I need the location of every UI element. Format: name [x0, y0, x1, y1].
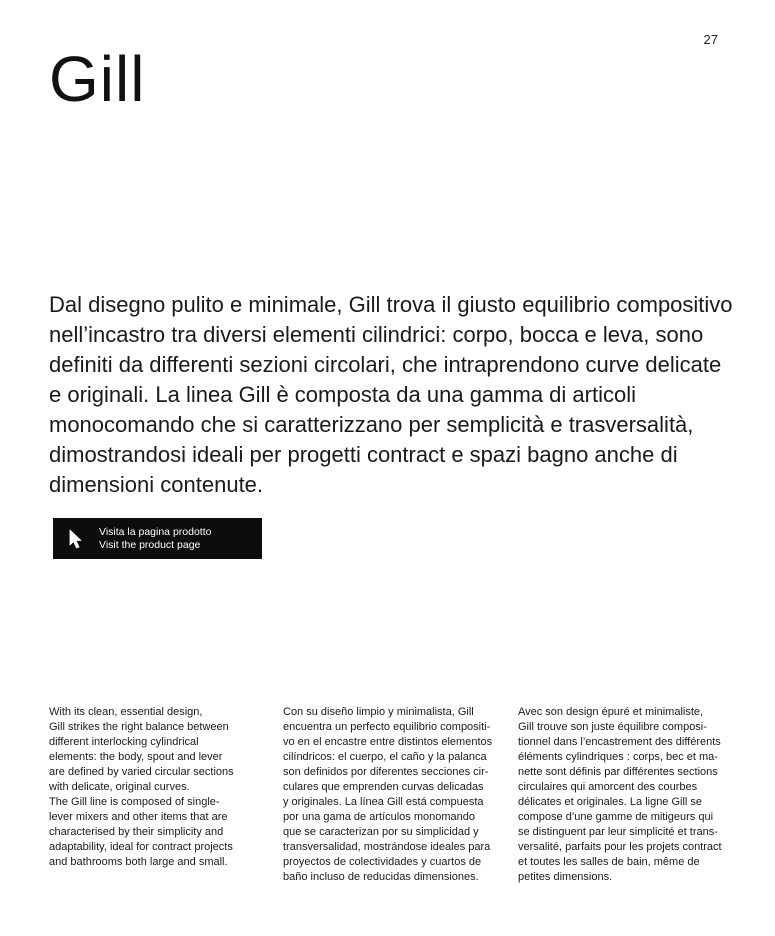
visit-product-page-button[interactable] — [53, 518, 262, 559]
column-english: With its clean, essential design, Gill strikes the right balance between different interlocking cylindrical elements: the body, spout and lever are defined by varied circular sections with delicate, original curves. The Gill line is composed of single- lever mixers and other items that are characterised by their simplicity and adaptability, ideal for contract projects and bathrooms both large and small. — [49, 706, 234, 868]
column-spanish: Con su diseño limpio y minimalista, Gill encuentra un perfecto equilibrio compositi- vo en el encastre entre distintos elementos cilíndricos: el cuerpo, el caño y la palanca son definidos por diferentes secciones cir- culares que emprenden curvas delicadas y originales. La línea Gill está compuesta por una gama de artículos monomando que se caracterizan por su simplicidad y transversalidad, mostrándose ideales para proyectos de colectividades y cuartos de baño incluso de reducidas dimensiones. — [283, 706, 493, 883]
translation-columns — [49, 705, 739, 885]
column-french: Avec son design épuré et minimaliste, Gill trouve son juste équilibre composi- tionnel dans l’encastrement des différents éléments cylindriques : corps, bec et ma- nette sont définis par différentes sections circulaires qui amorcent des courbes délicates et originales. La ligne Gill se compose d’une gamme de mitigeurs qui se distinguent par leur simplicité et trans- versalité, parfaits pour les projets contract et toutes les salles de bain, même de petites dimensions. — [518, 706, 722, 883]
page-number: 27 — [703, 32, 718, 47]
cta-labels — [99, 526, 211, 552]
intro-paragraph: Dal disegno pulito e minimale, Gill trova il giusto equilibrio compositivo nell’incastro tra diversi elementi cilindrici: corpo, bocca e leva, sono definiti da differenti sezioni circolari, che intraprendono curve delicate e originali. La linea Gill è composta da una gamma di articoli monocomando che si caratterizzano per semplicità e trasversalità, dimostrandosi ideali per progetti contract e spazi bagno anche di dimensioni contenute. — [49, 292, 733, 497]
cursor-arrow-icon — [53, 529, 99, 549]
page-title: Gill — [49, 43, 146, 115]
cta-label-italian: Visita la pagina prodotto — [99, 525, 212, 538]
cta-label-english: Visit the product page — [99, 538, 201, 551]
